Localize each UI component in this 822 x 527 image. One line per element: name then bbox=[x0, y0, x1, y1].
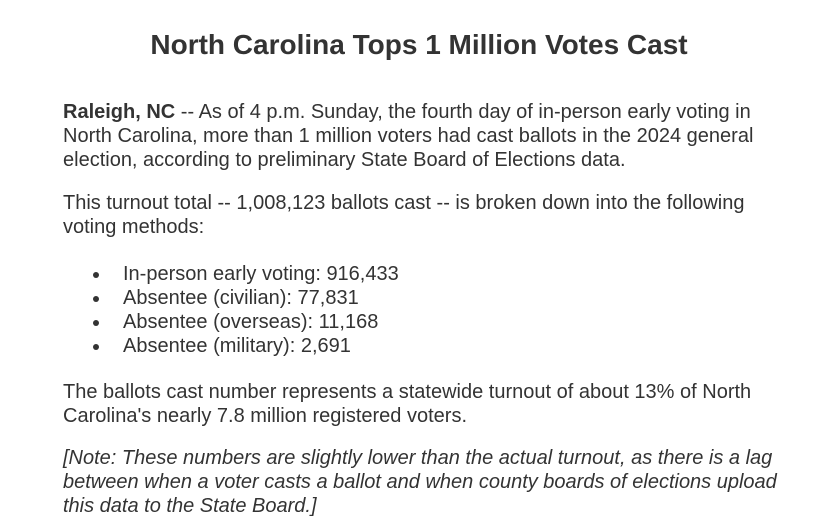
list-item bbox=[63, 310, 399, 334]
list-item-text: In-person early voting: 916,433 bbox=[123, 263, 399, 285]
intro-paragraph bbox=[63, 100, 803, 172]
dateline: Raleigh, NC bbox=[63, 101, 176, 123]
list-item bbox=[63, 334, 399, 358]
note-paragraph: [Note: These numbers are slightly lower than the actual turnout, as there is a lag between when a voter casts a ballot and when county boards of elections upload this data to the State Board.] bbox=[63, 447, 777, 517]
list-item-text: Absentee (overseas): 11,168 bbox=[123, 311, 379, 333]
list-item-text: Absentee (civilian): 77,831 bbox=[123, 287, 359, 309]
bullet-icon bbox=[93, 320, 99, 326]
list-item-text: Absentee (military): 2,691 bbox=[123, 335, 351, 357]
bullet-icon bbox=[93, 344, 99, 350]
statewide-turnout-paragraph: The ballots cast number represents a statewide turnout of about 13% of North Carolina's nearly 7.8 million registered voters. bbox=[63, 381, 752, 427]
bullet-icon bbox=[93, 272, 99, 278]
list-item bbox=[63, 286, 399, 310]
page-title: North Carolina Tops 1 Million Votes Cast bbox=[150, 29, 688, 60]
turnout-paragraph: This turnout total -- 1,008,123 ballots cast -- is broken down into the following voting methods: bbox=[63, 192, 745, 238]
intro-text: -- As of 4 p.m. Sunday, the fourth day of in-person early voting in North Carolina, more than 1 million voters had cast ballots in the 2024 general election, according to preliminary State Board of Elections data. bbox=[63, 101, 754, 171]
bullet-icon bbox=[93, 296, 99, 302]
list-item bbox=[63, 262, 399, 286]
voting-methods-list bbox=[63, 262, 399, 358]
